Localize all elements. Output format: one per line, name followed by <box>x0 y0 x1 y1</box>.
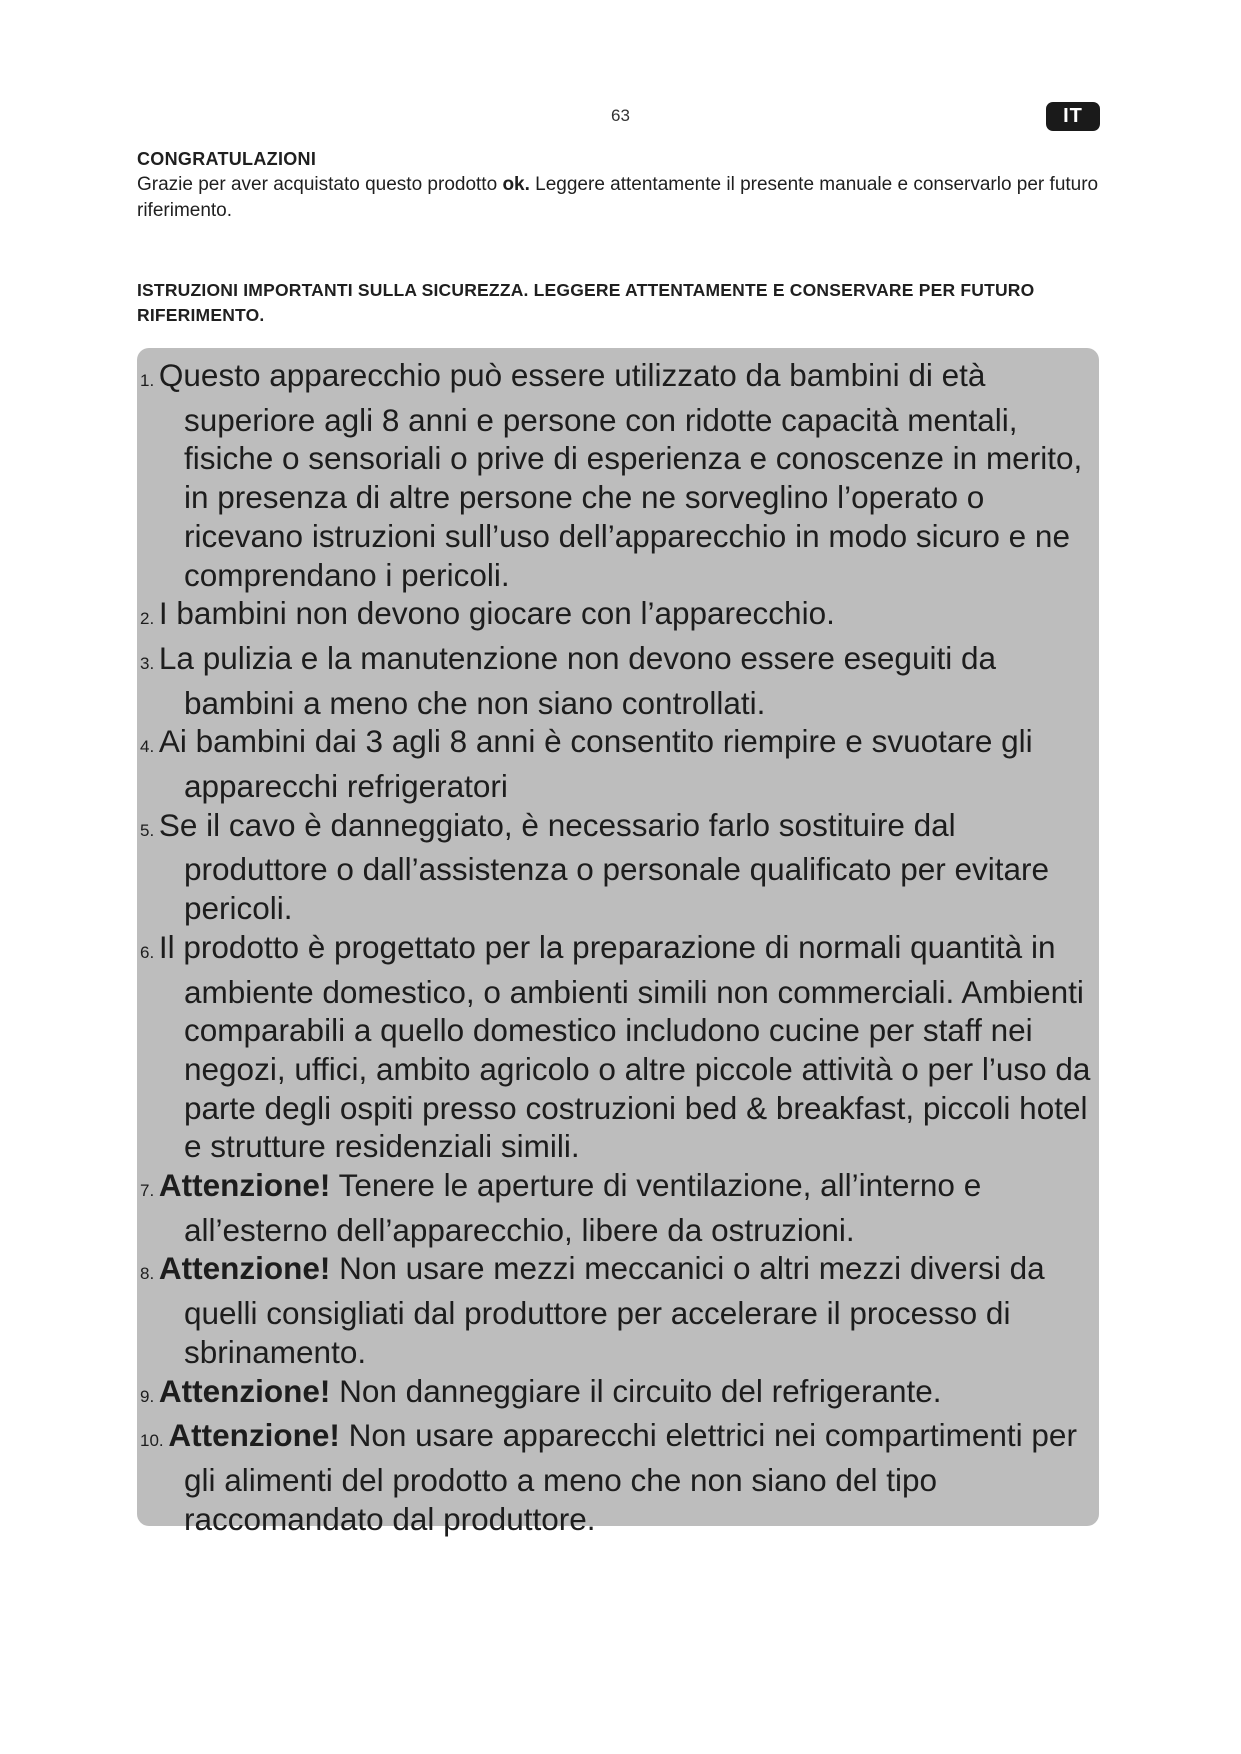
warning-item <box>137 806 1091 928</box>
intro-text-end: Leggere attentamente il presente manuale e conservarlo per futuro riferimento. <box>137 174 1099 221</box>
warning-emphasis: Attenzione! <box>168 1417 340 1454</box>
warning-item <box>137 1166 1091 1249</box>
warning-text: I bambini non devono giocare con l’apparecchio. <box>158 595 835 632</box>
language-badge: IT <box>1046 102 1100 131</box>
warning-number: 6. <box>140 942 159 962</box>
warning-number: 4. <box>140 737 159 757</box>
warning-text: Ai bambini dai 3 agli 8 anni è consentito riempire e svuotare gli apparecchi refrigeratori <box>158 723 1033 805</box>
warning-number: 5. <box>140 820 159 840</box>
warning-item <box>137 1416 1091 1538</box>
intro-title: CONGRATULAZIONI <box>137 149 317 169</box>
intro-text <box>137 172 1107 224</box>
warning-number: 8. <box>140 1264 159 1284</box>
safety-warnings-box <box>137 348 1099 1537</box>
safety-warnings-list <box>137 356 1091 1538</box>
warning-item <box>137 1372 1091 1417</box>
brand-name: ok. <box>502 174 530 195</box>
warning-text: Questo apparecchio può essere utilizzato da bambini di età superiore agli 8 anni e persone con ridotte capacità mentali, fisiche o sensoriali o prive di esperienza e conoscenze in merito, in presenza di altre persone che ne sorveglino l’operato o ricevano istruzioni sull’uso dell’apparecchio in modo sicuro e ne comprendano i pericoli. <box>158 357 1083 593</box>
warning-number: 1. <box>140 371 159 390</box>
warning-item <box>137 722 1091 805</box>
warning-number: 2. <box>140 609 159 629</box>
warning-item <box>137 1249 1091 1371</box>
warning-number: 9. <box>140 1386 159 1406</box>
warning-emphasis: Attenzione! <box>158 1167 331 1204</box>
warning-item <box>137 356 1091 594</box>
warning-item <box>137 639 1091 722</box>
warning-text: Il prodotto è progettato per la preparazione di normali quantità in ambiente domestico, o ambienti simili non commerciali. Ambienti comparabili a quello domestico includono cucine per staff nei negozi, uffici, ambito agricolo o altre piccole attività o per l’uso da parte degli ospiti presso costruzioni bed & breakfast, piccoli hotel e strutture residenziali simili. <box>158 928 1091 1165</box>
intro-section <box>137 146 1107 224</box>
intro-text-start: Grazie per aver acquistato questo prodotto <box>137 174 503 195</box>
warning-number: 7. <box>140 1181 159 1201</box>
safety-heading: ISTRUZIONI IMPORTANTI SULLA SICUREZZA. LEGGERE ATTENTAMENTE E CONSERVARE PER FUTURO RIFERIMENTO. <box>137 280 1035 325</box>
warning-emphasis: Attenzione! <box>158 1250 331 1287</box>
warning-text: Non usare mezzi meccanici o altri mezzi diversi da quelli consigliati dal produttore per accelerare il processo di sbrinamento. <box>184 1250 1045 1370</box>
page-number: 63 <box>611 106 630 125</box>
warning-number: 3. <box>140 653 159 673</box>
warning-text: La pulizia e la manutenzione non devono essere eseguiti da bambini a meno che non siano controllati. <box>158 639 996 721</box>
warning-item <box>137 928 1091 1166</box>
warning-emphasis: Attenzione! <box>158 1372 331 1409</box>
warning-text: Se il cavo è danneggiato, è necessario farlo sostituire dal produttore o dall’assistenza o personale qualificato per evitare pericoli. <box>158 806 1050 927</box>
warning-item <box>137 594 1091 639</box>
warning-number: 10. <box>140 1431 169 1451</box>
warning-text: Tenere le aperture di ventilazione, all’interno e all’esterno dell’apparecchio, libere da ostruzioni. <box>184 1167 982 1248</box>
warning-text: Non danneggiare il circuito del refrigerante. <box>330 1372 942 1409</box>
warning-text: Non usare apparecchi elettrici nei compartimenti per gli alimenti del prodotto a meno che non siano del tipo raccomandato dal produttore. <box>184 1417 1077 1537</box>
